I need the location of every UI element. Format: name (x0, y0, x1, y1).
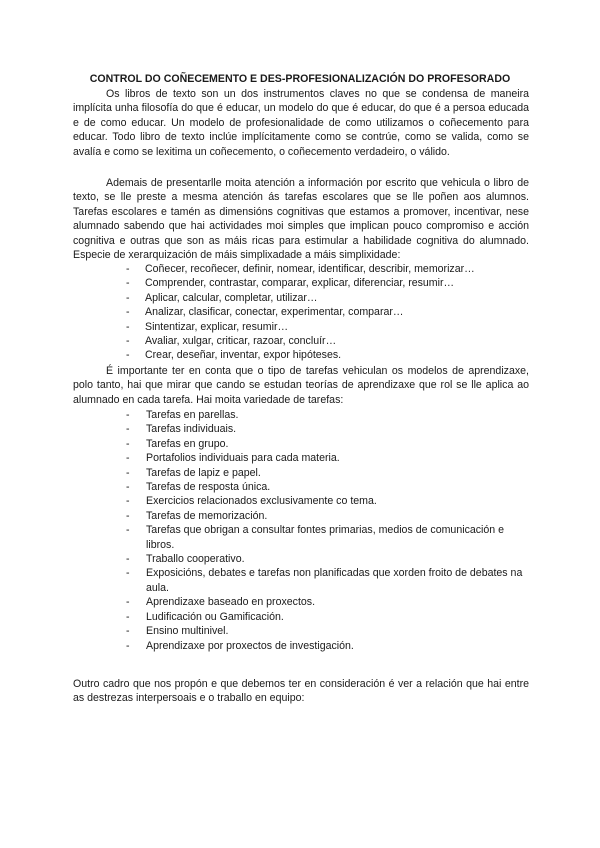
paragraph-teamwork: Outro cadro que nos propón e que debemos ter en consideración é ver a relación que hai entre as destrezas interpersoais e o traballo en equipo: (73, 678, 529, 705)
list-item: - Tarefas en parellas. (126, 408, 529, 422)
list-item: - Coñecer, recoñecer, definir, nomear, identificar, describir, memorizar… (126, 262, 529, 276)
paragraph-tasks: Ademais de presentarlle moita atención a información por escrito que vehicula o libro de texto, se lle preste a mesma atención ás tarefas escolares que se lle poñen aos alumnos. Tarefas escolares e tamén as dimensións cognitivas que estamos a promover, incentivar, nese alumnado sabendo que hai actividades moi simples que implican pouco compromiso e acción cognitiva e outras que son as máis ricas para estimular a habilidade cognitiva do alumnado. Especie de xerarquización de máis simplixadade a máis simplixidade: (73, 177, 529, 262)
list-item: - Exercicios relacionados exclusivamente co tema. (126, 494, 529, 508)
list-item: - Aprendizaxe baseado en proxectos. (126, 595, 529, 609)
list-item: - Tarefas que obrigan a consultar fontes primarias, medios de comunicación e libros. (126, 523, 529, 552)
list-item: - Aplicar, calcular, completar, utilizar… (126, 291, 529, 305)
list-item: - Analizar, clasificar, conectar, experimentar, comparar… (126, 305, 529, 319)
paragraph-textbooks: Os libros de texto son un dos instrumentos claves no que se condensa de maneira implícita unha filosofía do que é educar, un modelo do que é educar, do que é a persoa educada e de como educar. Un modelo de profesionalidade de como utilizamos o coñecemento para educar. Todo libro de texto inclúe implícitamente como se contrúe, como se valida, como se avalía e como se lexitima un coñecemento, o coñecemento verdadeiro, o válido. (73, 88, 529, 158)
list-item: - Tarefas de memorización. (126, 509, 529, 523)
list-item: - Sintentizar, explicar, resumir… (126, 320, 529, 334)
list-item: - Aprendizaxe por proxectos de investigación. (126, 639, 529, 653)
list-item: - Tarefas individuais. (126, 422, 529, 436)
list-item: - Portafolios individuais para cada materia. (126, 451, 529, 465)
list-item: - Tarefas de lapiz e papel. (126, 466, 529, 480)
list-item: - Avaliar, xulgar, criticar, razoar, concluír… (126, 334, 529, 348)
page-title: CONTROL DO COÑECEMENTO E DES-PROFESIONALIZACIÓN DO PROFESORADO (89, 73, 511, 85)
list-item: - Tarefas de resposta única. (126, 480, 529, 494)
paragraph-learning-models: É importante ter en conta que o tipo de tarefas vehiculan os modelos de aprendizaxe, polo tanto, hai que mirar que cando se estudan teorías de aprendizaxe que rol se lle aplica ao alumnado en cada tarefa. Hai moita variedade de tarefas: (73, 365, 529, 406)
list-item: - Traballo cooperativo. (126, 552, 529, 566)
list-item: - Tarefas en grupo. (126, 437, 529, 451)
task-types-list (126, 408, 529, 653)
cognitive-levels-list (126, 262, 529, 363)
list-item: - Exposicións, debates e tarefas non planificadas que xorden froito de debates na aula. (126, 566, 529, 595)
list-item: - Ludificación ou Gamificación. (126, 610, 529, 624)
list-item: - Crear, deseñar, inventar, expor hipóteses. (126, 348, 529, 362)
list-item: - Ensino multinivel. (126, 624, 529, 638)
list-item: - Comprender, contrastar, comparar, explicar, diferenciar, resumir… (126, 276, 529, 290)
